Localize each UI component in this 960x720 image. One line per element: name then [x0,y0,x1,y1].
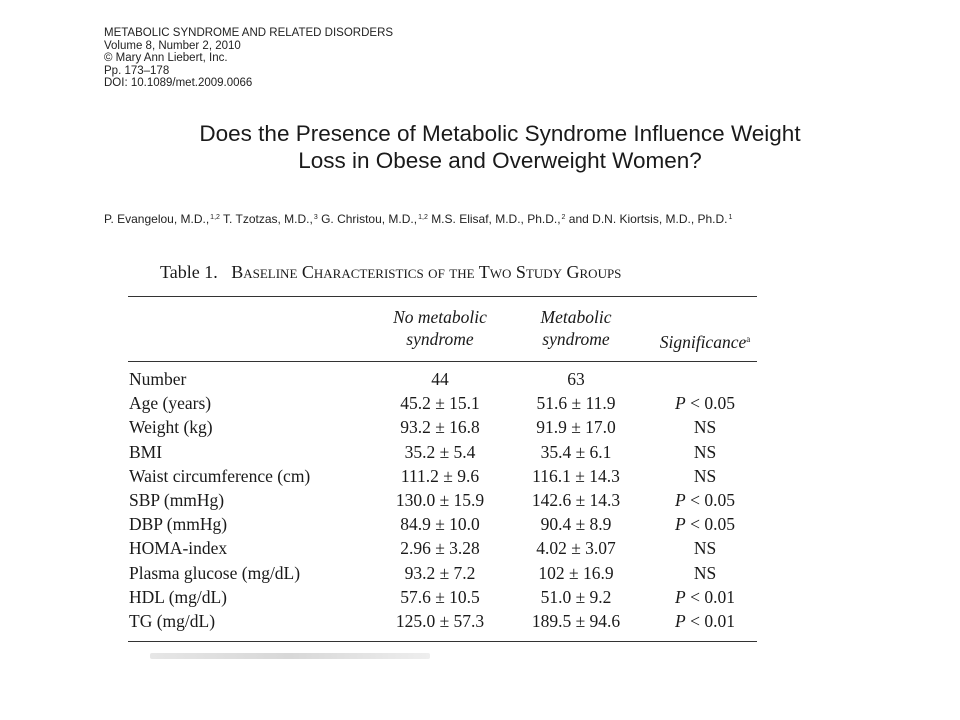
significance-value: NS [693,538,717,559]
author: T. Tzotzas, M.D.,$^3$ [223,212,318,226]
row-label: SBP (mmHg) [129,490,225,510]
table-row [0,587,960,611]
faded-footnote [150,653,430,659]
metabolic-syndrome-value: 35.4 ± 6.1 [540,441,612,462]
journal-header [104,27,393,90]
metabolic-syndrome-value: 142.6 ± 14.3 [531,490,621,510]
no-metabolic-syndrome-value: 125.0 ± 57.3 [395,611,485,631]
article-title-line-1: Does the Presence of Metabolic Syndrome Influence Weight [199,121,801,146]
no-metabolic-syndrome-value: 44 [431,369,449,389]
metabolic-syndrome-value: 63 [567,369,585,389]
no-metabolic-syndrome-value: 130.0 ± 15.9 [395,490,485,510]
no-metabolic-syndrome-value: 2.96 ± 3.28 [400,538,480,559]
no-metabolic-syndrome-value: 84.9 ± 10.0 [400,514,480,535]
significance-value: P < 0.05 [675,490,735,510]
table-row [0,611,960,635]
row-label: Plasma glucose (mg/dL) [129,562,301,583]
table-row [0,563,960,587]
metabolic-syndrome-value: 91.9 ± 17.0 [536,417,616,438]
metabolic-syndrome-value: 90.4 ± 8.9 [540,514,612,535]
author-list [104,212,732,226]
row-label: Number [129,369,187,389]
article-title-line-2: Loss in Obese and Overweight Women? [298,148,702,173]
no-metabolic-syndrome-value: 93.2 ± 7.2 [404,562,476,583]
no-metabolic-syndrome-value: 111.2 ± 9.6 [400,465,480,486]
table-row [0,442,960,466]
significance-value: P < 0.01 [675,611,735,631]
table-caption [160,262,621,283]
row-label: BMI [129,441,163,462]
metabolic-syndrome-value: 116.1 ± 14.3 [532,465,620,486]
no-metabolic-syndrome-value: 35.2 ± 5.4 [404,441,476,462]
journal-copyright: © Mary Ann Liebert, Inc. [104,52,228,64]
table-row [0,369,960,393]
table-row [0,417,960,441]
table-row [0,393,960,417]
row-label: Age (years) [129,393,212,414]
metabolic-syndrome-value: 4.02 ± 3.07 [536,538,616,559]
column-header-metabolic-syndrome: Metabolic syndrome [540,307,612,349]
table-row [0,490,960,514]
author: M.S. Elisaf, M.D., Ph.D.,$^2$ [431,212,566,226]
row-label: HOMA-index [129,538,228,559]
significance-value: NS [693,417,717,438]
author: and D.N. Kiortsis, M.D., Ph.D.$^1$ [568,212,733,226]
significance-value: P < 0.05 [675,514,735,535]
row-label: Waist circumference (cm) [129,465,311,486]
significance-value: NS [693,562,717,583]
journal-name: METABOLIC SYNDROME AND RELATED DISORDERS [104,27,394,39]
row-label: Weight (kg) [129,417,213,438]
table-header-rule [128,361,757,362]
table-bottom-rule [128,641,757,642]
row-label: DBP (mmHg) [129,514,228,535]
metabolic-syndrome-value: 102 ± 16.9 [538,562,614,583]
no-metabolic-syndrome-value: 57.6 ± 10.5 [400,586,480,607]
no-metabolic-syndrome-value: 45.2 ± 15.1 [400,393,480,414]
metabolic-syndrome-value: 189.5 ± 94.6 [531,611,621,631]
no-metabolic-syndrome-value: 93.2 ± 16.8 [400,417,480,438]
table-title: Baseline Characteristics of the Two Study Groups [231,262,622,282]
table-number: Table 1. [160,262,218,282]
significance-value: NS [693,441,717,462]
significance-value: NS [693,465,717,486]
row-label: HDL (mg/dL) [129,586,228,607]
table-row [0,466,960,490]
author: G. Christou, M.D.,$^{1,2}$ [321,212,428,226]
author: P. Evangelou, M.D.,$^{1,2}$ [104,212,220,226]
significance-value: P < 0.01 [675,586,735,607]
column-header-significance: Significance$^a$ [659,332,751,352]
journal-pages: Pp. 173–178 [104,64,170,77]
article-title [60,120,940,174]
row-label: TG (mg/dL) [129,611,216,631]
metabolic-syndrome-value: 51.6 ± 11.9 [536,393,616,414]
table-row [0,514,960,538]
table-top-rule [128,296,757,297]
table-row [0,538,960,562]
journal-volume: Volume 8, Number 2, 2010 [104,39,241,52]
journal-doi: DOI: 10.1089/met.2009.0066 [104,77,253,89]
significance-value: P < 0.05 [675,393,735,414]
metabolic-syndrome-value: 51.0 ± 9.2 [540,586,612,607]
column-header-no-metabolic-syndrome: No metabolic syndrome [393,307,487,349]
